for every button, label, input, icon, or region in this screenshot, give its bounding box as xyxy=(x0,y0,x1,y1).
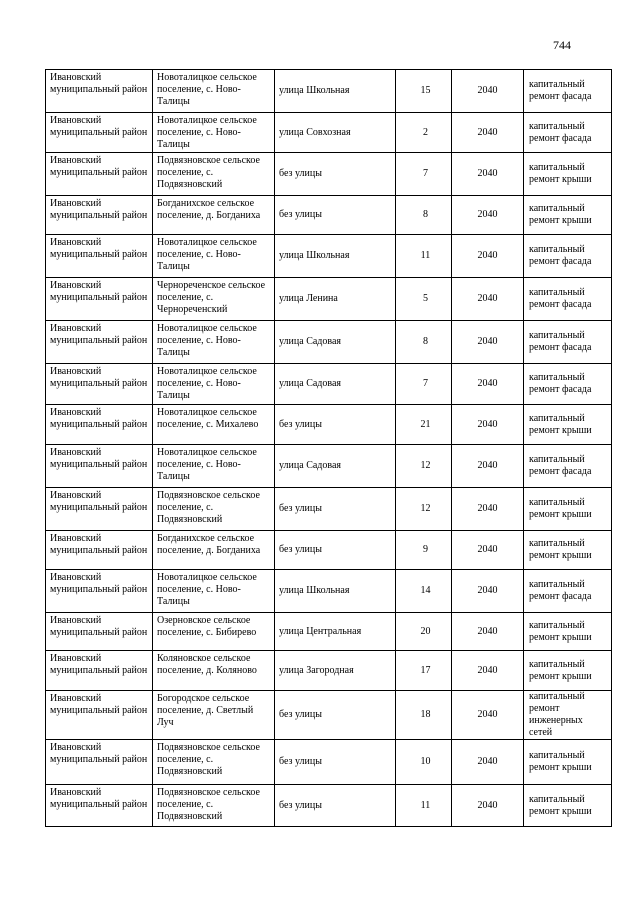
settlement-cell xyxy=(153,364,275,405)
year-cell-text: 2040 xyxy=(477,756,498,767)
house-number-cell xyxy=(396,488,452,531)
street-cell-text: улица Садовая xyxy=(279,460,342,471)
year-cell xyxy=(452,445,524,488)
district-cell-text: Ивановский муниципальный район xyxy=(50,742,148,765)
district-cell-text: Ивановский муниципальный район xyxy=(50,407,148,430)
table-row xyxy=(46,405,612,445)
year-cell xyxy=(452,153,524,196)
year-cell-text: 2040 xyxy=(477,378,498,389)
year-cell-text: 2040 xyxy=(477,209,498,220)
settlement-cell xyxy=(153,405,275,445)
street-cell-text: улица Школьная xyxy=(279,85,350,96)
work-type-cell xyxy=(524,70,612,113)
year-cell-text: 2040 xyxy=(477,126,498,138)
district-cell xyxy=(46,196,153,235)
settlement-cell xyxy=(153,570,275,613)
settlement-cell xyxy=(153,278,275,321)
district-cell-text: Ивановский муниципальный район xyxy=(50,198,148,221)
house-number-cell-text: 11 xyxy=(420,799,431,811)
work-type-cell-text: капитальный ремонт фасада xyxy=(529,330,592,353)
street-cell xyxy=(275,364,396,405)
settlement-cell-text: Новоталицкое сельское поселение, с. Ново-Талицы xyxy=(157,447,257,482)
settlement-cell xyxy=(153,613,275,651)
settlement-cell-text: Озерновское сельское поселение, с. Бибирево xyxy=(157,615,257,638)
settlement-cell-text: Чернореченское сельское поселение, с. Чернореченский xyxy=(157,280,266,315)
house-number-cell xyxy=(396,613,452,651)
table-row xyxy=(46,364,612,405)
street-cell-text: без улицы xyxy=(279,756,322,767)
work-type-cell xyxy=(524,405,612,445)
table-row xyxy=(46,613,612,651)
year-cell-text: 2040 xyxy=(477,460,498,471)
district-cell xyxy=(46,651,153,691)
district-cell xyxy=(46,278,153,321)
street-cell-text: без улицы xyxy=(279,709,322,720)
work-type-cell xyxy=(524,740,612,785)
work-type-cell-text: капитальный ремонт крыши xyxy=(529,538,592,561)
year-cell xyxy=(452,488,524,531)
year-cell xyxy=(452,364,524,405)
street-cell xyxy=(275,196,396,235)
work-type-cell xyxy=(524,785,612,827)
work-type-cell-text: капитальный ремонт крыши xyxy=(529,750,592,773)
settlement-cell xyxy=(153,785,275,827)
street-cell-text: без улицы xyxy=(279,209,322,220)
work-type-cell-text: капитальный ремонт крыши xyxy=(529,203,592,226)
settlement-cell xyxy=(153,70,275,113)
street-cell-text: улица Загородная xyxy=(279,664,354,676)
district-cell xyxy=(46,691,153,740)
work-type-cell-text: капитальный ремонт фасада xyxy=(529,454,592,477)
year-cell xyxy=(452,235,524,278)
table-row xyxy=(46,196,612,235)
work-type-cell-text: капитальный ремонт крыши xyxy=(529,619,592,643)
work-type-cell-text: капитальный ремонт фасада xyxy=(529,372,592,395)
house-number-cell-text: 14 xyxy=(420,585,431,596)
district-cell xyxy=(46,235,153,278)
settlement-cell xyxy=(153,196,275,235)
settlement-cell-text: Подвязновское сельское поселение, с. Подвязновский xyxy=(157,490,260,525)
district-cell xyxy=(46,785,153,827)
street-cell-text: без улицы xyxy=(279,544,322,555)
district-cell-text: Ивановский муниципальный район xyxy=(50,490,148,513)
house-number-cell-text: 8 xyxy=(423,336,428,347)
settlement-cell xyxy=(153,531,275,570)
work-type-cell xyxy=(524,570,612,613)
district-cell-text: Ивановский муниципальный район xyxy=(50,787,148,810)
district-cell-text: Ивановский муниципальный район xyxy=(50,693,148,716)
street-cell xyxy=(275,613,396,651)
street-cell xyxy=(275,691,396,740)
street-cell xyxy=(275,153,396,196)
year-cell xyxy=(452,113,524,153)
district-cell xyxy=(46,153,153,196)
year-cell xyxy=(452,278,524,321)
street-cell-text: улица Садовая xyxy=(279,378,342,389)
work-type-cell xyxy=(524,531,612,570)
street-cell xyxy=(275,570,396,613)
year-cell-text: 2040 xyxy=(477,336,498,347)
street-cell-text: улица Центральная xyxy=(279,625,362,637)
street-cell xyxy=(275,785,396,827)
settlement-cell xyxy=(153,740,275,785)
district-cell-text: Ивановский муниципальный район xyxy=(50,615,148,638)
house-number-cell xyxy=(396,321,452,364)
year-cell-text: 2040 xyxy=(477,544,498,555)
street-cell-text: без улицы xyxy=(279,799,322,811)
settlement-cell-text: Коляновское сельское поселение, д. Коляново xyxy=(157,653,257,676)
settlement-cell xyxy=(153,651,275,691)
house-number-cell-text: 9 xyxy=(423,544,428,555)
district-cell xyxy=(46,570,153,613)
table-row xyxy=(46,570,612,613)
settlement-cell xyxy=(153,113,275,153)
district-cell-text: Ивановский муниципальный район xyxy=(50,155,148,178)
table-row xyxy=(46,445,612,488)
settlement-cell-text: Новоталицкое сельское поселение, с. Ново-Талицы xyxy=(157,72,257,107)
street-cell xyxy=(275,740,396,785)
settlement-cell xyxy=(153,445,275,488)
district-cell xyxy=(46,488,153,531)
house-number-cell-text: 5 xyxy=(423,293,428,304)
work-type-cell-text: капитальный ремонт фасада xyxy=(529,287,592,310)
work-type-cell xyxy=(524,445,612,488)
work-type-cell-text: капитальный ремонт крыши xyxy=(529,162,592,185)
table-row xyxy=(46,691,612,740)
settlement-cell xyxy=(153,691,275,740)
house-number-cell xyxy=(396,531,452,570)
street-cell xyxy=(275,445,396,488)
year-cell-text: 2040 xyxy=(477,293,498,304)
district-cell-text: Ивановский муниципальный район xyxy=(50,72,148,95)
house-number-cell xyxy=(396,278,452,321)
settlement-cell-text: Новоталицкое сельское поселение, с. Ново-Талицы xyxy=(157,323,257,358)
year-cell xyxy=(452,691,524,740)
street-cell xyxy=(275,70,396,113)
table-row xyxy=(46,740,612,785)
settlement-cell-text: Подвязновское сельское поселение, с. Подвязновский xyxy=(157,742,260,777)
district-cell xyxy=(46,321,153,364)
settlement-cell-text: Подвязновское сельское поселение, с. Подвязновский xyxy=(157,787,260,822)
year-cell-text: 2040 xyxy=(477,85,498,96)
street-cell-text: улица Ленина xyxy=(279,293,338,304)
house-number-cell-text: 12 xyxy=(420,503,431,514)
street-cell xyxy=(275,321,396,364)
district-cell xyxy=(46,70,153,113)
house-number-cell-text: 15 xyxy=(420,85,431,96)
work-type-cell xyxy=(524,113,612,153)
table-row xyxy=(46,488,612,531)
work-type-cell-text: капитальный ремонт крыши xyxy=(529,658,592,682)
district-cell-text: Ивановский муниципальный район xyxy=(50,653,148,676)
table-row xyxy=(46,278,612,321)
street-cell-text: без улицы xyxy=(279,168,322,179)
year-cell-text: 2040 xyxy=(477,250,498,261)
settlement-cell xyxy=(153,153,275,196)
district-cell-text: Ивановский муниципальный район xyxy=(50,115,148,138)
table-row xyxy=(46,531,612,570)
year-cell-text: 2040 xyxy=(477,418,498,430)
street-cell xyxy=(275,113,396,153)
district-cell xyxy=(46,445,153,488)
street-cell xyxy=(275,531,396,570)
settlement-cell-text: Новоталицкое сельское поселение, с. Михалево xyxy=(157,407,259,430)
year-cell xyxy=(452,196,524,235)
work-type-cell-text: капитальный ремонт фасада xyxy=(529,579,592,602)
year-cell-text: 2040 xyxy=(477,503,498,514)
house-number-cell-text: 7 xyxy=(423,168,428,179)
table-row xyxy=(46,321,612,364)
district-cell xyxy=(46,113,153,153)
house-number-cell xyxy=(396,740,452,785)
street-cell-text: улица Садовая xyxy=(279,336,342,347)
house-number-cell-text: 8 xyxy=(423,209,428,220)
work-type-cell-text: капитальный ремонт крыши xyxy=(529,793,592,817)
year-cell xyxy=(452,531,524,570)
year-cell xyxy=(452,651,524,691)
house-number-cell xyxy=(396,70,452,113)
district-cell xyxy=(46,531,153,570)
house-number-cell-text: 2 xyxy=(423,126,428,138)
year-cell-text: 2040 xyxy=(477,799,498,811)
district-cell xyxy=(46,405,153,445)
year-cell-text: 2040 xyxy=(477,709,498,720)
settlement-cell xyxy=(153,488,275,531)
year-cell xyxy=(452,405,524,445)
work-type-cell-text: капитальный ремонт крыши xyxy=(529,412,592,436)
district-cell-text: Ивановский муниципальный район xyxy=(50,366,148,389)
house-number-cell xyxy=(396,785,452,827)
work-type-cell xyxy=(524,691,612,740)
settlement-cell xyxy=(153,321,275,364)
table-row xyxy=(46,70,612,113)
year-cell xyxy=(452,613,524,651)
work-type-cell-text: капитальный ремонт фасада xyxy=(529,120,592,144)
work-type-cell xyxy=(524,235,612,278)
house-number-cell-text: 20 xyxy=(420,625,431,637)
table-row xyxy=(46,153,612,196)
house-number-cell-text: 7 xyxy=(423,378,428,389)
settlement-cell-text: Новоталицкое сельское поселение, с. Ново-Талицы xyxy=(157,237,257,272)
district-cell-text: Ивановский муниципальный район xyxy=(50,323,148,346)
work-type-cell xyxy=(524,613,612,651)
table-row xyxy=(46,113,612,153)
table-row xyxy=(46,651,612,691)
settlement-cell-text: Богородское сельское поселение, д. Светлый Луч xyxy=(157,693,254,728)
year-cell-text: 2040 xyxy=(477,168,498,179)
street-cell-text: без улицы xyxy=(279,418,322,430)
house-number-cell xyxy=(396,651,452,691)
house-number-cell-text: 17 xyxy=(420,664,431,676)
street-cell-text: улица Школьная xyxy=(279,250,350,261)
year-cell xyxy=(452,70,524,113)
year-cell-text: 2040 xyxy=(477,625,498,637)
work-type-cell-text: капитальный ремонт фасада xyxy=(529,244,592,267)
street-cell xyxy=(275,278,396,321)
house-number-cell-text: 18 xyxy=(420,709,431,720)
work-type-cell-text: капитальный ремонт крыши xyxy=(529,497,592,520)
house-number-cell xyxy=(396,445,452,488)
work-type-cell-text: капитальный ремонт фасада xyxy=(529,79,592,102)
house-number-cell xyxy=(396,113,452,153)
district-cell-text: Ивановский муниципальный район xyxy=(50,572,148,595)
house-number-cell-text: 21 xyxy=(420,418,431,430)
year-cell-text: 2040 xyxy=(477,585,498,596)
street-cell xyxy=(275,405,396,445)
settlement-cell-text: Богданихское сельское поселение, д. Богданиха xyxy=(157,533,261,556)
work-type-cell xyxy=(524,488,612,531)
district-cell-text: Ивановский муниципальный район xyxy=(50,280,148,303)
house-number-cell xyxy=(396,153,452,196)
work-type-cell xyxy=(524,278,612,321)
district-cell xyxy=(46,740,153,785)
settlement-cell xyxy=(153,235,275,278)
street-cell xyxy=(275,235,396,278)
year-cell xyxy=(452,740,524,785)
table-row xyxy=(46,785,612,827)
work-type-cell xyxy=(524,364,612,405)
settlement-cell-text: Богданихское сельское поселение, д. Богданиха xyxy=(157,198,261,221)
work-type-cell-text: капитальный ремонт инженерных сетей xyxy=(529,691,585,738)
house-number-cell-text: 11 xyxy=(420,250,431,261)
street-cell-text: улица Совхозная xyxy=(279,126,351,138)
year-cell xyxy=(452,785,524,827)
house-number-cell xyxy=(396,691,452,740)
district-cell-text: Ивановский муниципальный район xyxy=(50,533,148,556)
street-cell-text: без улицы xyxy=(279,503,322,514)
page-number: 744 xyxy=(553,38,571,52)
settlement-cell-text: Новоталицкое сельское поселение, с. Ново-Талицы xyxy=(157,115,257,150)
settlement-cell-text: Новоталицкое сельское поселение, с. Ново-Талицы xyxy=(157,572,257,607)
house-number-cell xyxy=(396,196,452,235)
table-row xyxy=(46,235,612,278)
year-cell-text: 2040 xyxy=(477,664,498,676)
settlement-cell-text: Подвязновское сельское поселение, с. Подвязновский xyxy=(157,155,260,190)
housing-repair-table xyxy=(45,69,612,827)
street-cell-text: улица Школьная xyxy=(279,585,350,596)
work-type-cell xyxy=(524,153,612,196)
house-number-cell xyxy=(396,364,452,405)
house-number-cell xyxy=(396,235,452,278)
year-cell xyxy=(452,570,524,613)
work-type-cell xyxy=(524,321,612,364)
house-number-cell xyxy=(396,570,452,613)
house-number-cell xyxy=(396,405,452,445)
district-cell-text: Ивановский муниципальный район xyxy=(50,447,148,470)
street-cell xyxy=(275,651,396,691)
house-number-cell-text: 12 xyxy=(420,460,431,471)
house-number-cell-text: 10 xyxy=(420,756,431,767)
work-type-cell xyxy=(524,651,612,691)
work-type-cell xyxy=(524,196,612,235)
year-cell xyxy=(452,321,524,364)
street-cell xyxy=(275,488,396,531)
table-body xyxy=(46,70,612,827)
district-cell xyxy=(46,613,153,651)
district-cell-text: Ивановский муниципальный район xyxy=(50,237,148,260)
settlement-cell-text: Новоталицкое сельское поселение, с. Ново-Талицы xyxy=(157,366,257,401)
district-cell xyxy=(46,364,153,405)
